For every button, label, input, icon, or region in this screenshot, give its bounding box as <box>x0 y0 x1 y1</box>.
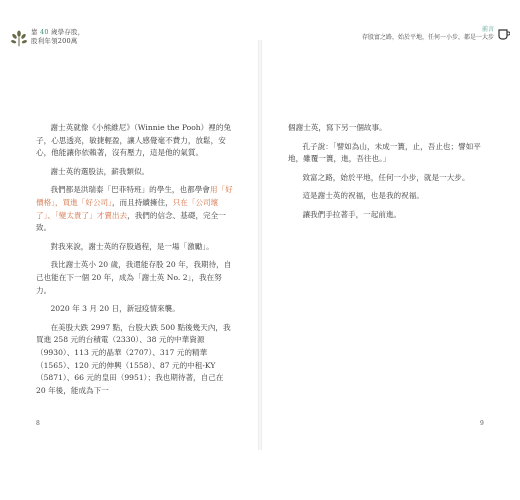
leaf-logo-icon <box>10 30 28 48</box>
chapter-subtitle: 存股富之路，始於平地，任何一小步，都是一大步 <box>361 34 494 41</box>
text-run: 我們都是洪瑞泰「巴菲特班」的學生，也都學會 <box>50 185 210 195</box>
paragraph: 個謝士英，寫下另一個故事。 <box>288 123 387 132</box>
title-number: 40 <box>39 28 49 36</box>
highlight-text: 用「好價格」，買進「好公司」 <box>36 185 233 207</box>
highlight-text: 只在「公司壞了」、「變太貴了」才賣出去 <box>36 197 219 220</box>
paragraph: 讓我們手拉著手，一起前進。 <box>302 209 402 219</box>
paragraph: 我比謝士英小 20 歲，我還能存股 20 年，我期待，自己也能在下一個 20 年，成為「謝士英 No. 2」，我在努力。 <box>36 260 232 295</box>
page-number-right: 9 <box>480 420 484 427</box>
book-title <box>31 28 84 46</box>
running-header-right <box>362 26 510 42</box>
cup-icon <box>498 28 510 40</box>
text-run: ，我們的信念、基礎，完全一致。 <box>36 210 226 233</box>
paragraph: 在美股大跌 2997 點，台股大跌 500 點後幾天內，我買進 258 元的台積電（2330）、38 元的中華資源（9930）、113 元的晶華（2707）、317 元的精華（1565）、120 元的伸興（1558）、87 元的中租-KY（5871）、66 元的皇田（9951）；我也期待著，自己在 20 年後，能成為下一 <box>36 322 231 395</box>
left-page-body <box>36 122 234 403</box>
paragraph: 孔子說：「譬如為山，未成一簣，止，吾止也；譬如平地，雖覆一簣，進，吾往也。」 <box>288 141 481 164</box>
book-title-line2: 股利年領200萬 <box>31 37 78 45</box>
paragraph: 2020 年 3 月 20 日，新冠疫情來襲。 <box>50 304 180 314</box>
paragraph-highlighted <box>36 184 234 234</box>
book-title-line1 <box>31 28 84 37</box>
paragraph: 這是謝士英的祝福，也是我的祝福。 <box>302 191 424 201</box>
text-run: ，而且持續擁住， <box>111 197 173 207</box>
right-page-body <box>288 122 486 228</box>
paragraph: 致富之路，始於平地，任何一小步，就是一大步。 <box>302 172 470 182</box>
title-pre: 靠 <box>31 28 38 36</box>
right-page <box>265 50 510 440</box>
paragraph: 謝士英的選股法，薪我類似。 <box>50 166 150 176</box>
paragraph: 謝士英就像《小熊維尼》（Winnie the Pooh）裡的兔子，心思透亮，敏捷輕盈，讓人感覺毫不費力，放鬆，安心，他能讓你依賴著，沒有壓力，這是他的氣質。 <box>36 123 232 158</box>
title-post: 歲學存股， <box>50 28 85 36</box>
book-gutter <box>258 40 262 450</box>
chapter-label: 前言 <box>481 26 494 33</box>
paragraph: 對我來說，謝士英的存股過程，是一場「激勵」。 <box>50 241 214 251</box>
page-number-left: 8 <box>36 420 40 427</box>
